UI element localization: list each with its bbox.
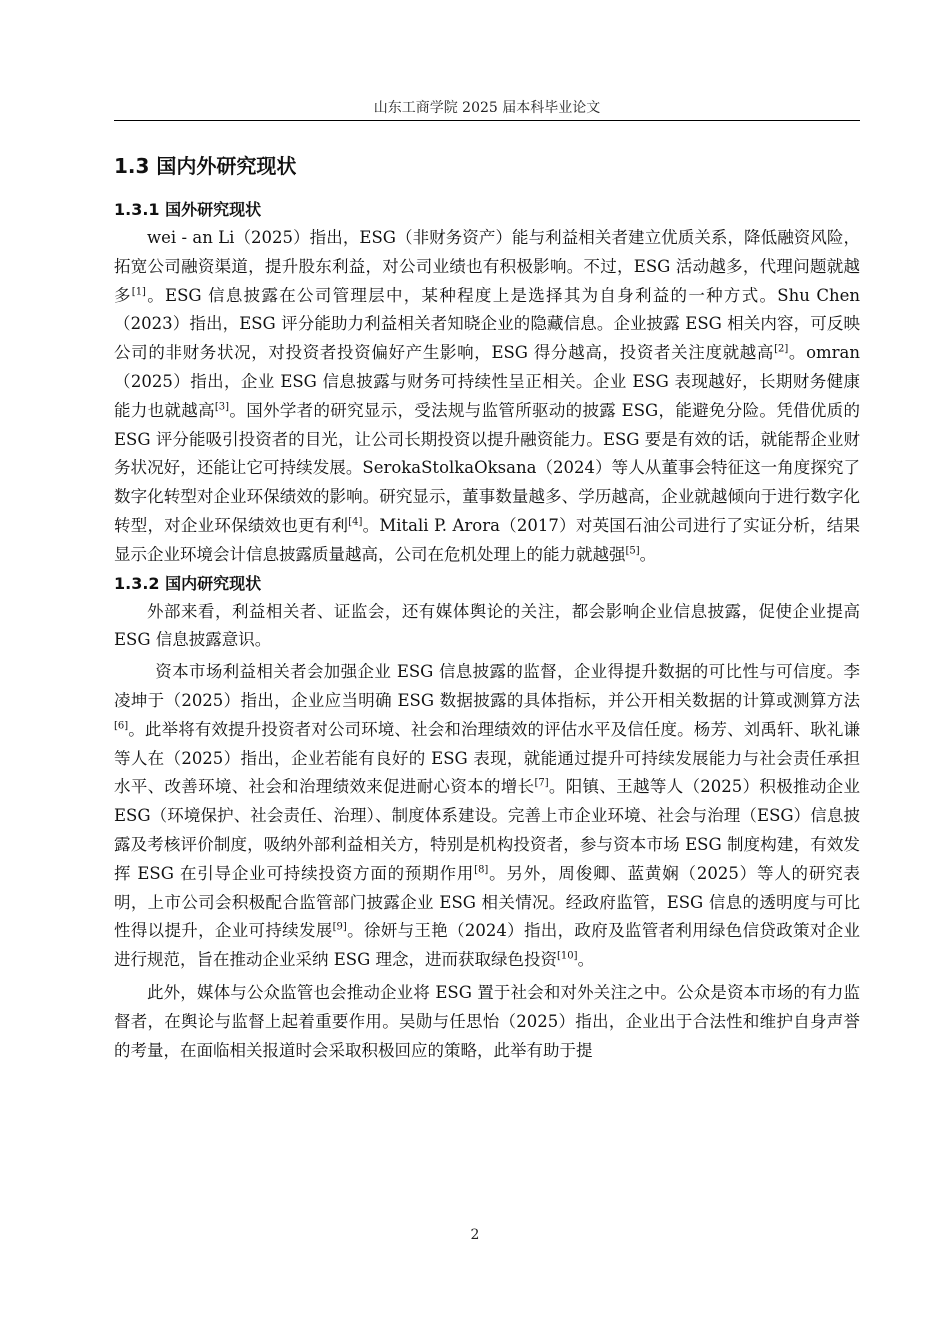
citation-ref: [10]: [557, 950, 578, 962]
text-run: 。国外学者的研究显示，受法规与监管所驱动的披露 ESG，能避免分险。凭借优质的 ESG 评分能吸引投资者的目光，让公司长期投资以提升融资能力。ESG 要是有效的话，就能帮企业财务状况好，还能让它可持续发展。SerokaStolkaOksana（2024）等人从董事会特征这一角度探究了数字化转型对企业环保绩效的影响。研究显示，董事数量越多、学历越高，企业就越倾向于进行数字化转型，对企业环保绩效也更有利: [114, 400, 860, 535]
text-run: 。ESG 信息披露在公司管理层中，某种程度上是选择其为自身利益的一种方式。Shu Chen（2023）指出，ESG 评分能助力利益相关者知晓企业的隐藏信息。企业披露 ESG 相关内容，可反映公司的非财务状况，对投资者投资偏好产生影响，ESG 得分越高，投资者关注度就越高: [114, 285, 861, 363]
paragraph-capital-market: [114, 658, 860, 975]
subsection-heading-foreign: 1.3.1 国外研究现状: [114, 200, 262, 219]
text-run: 。阳镇、王越等人（2025）积极推动企业 ESG（环境保护、社会责任、治理）、制度体系建设。完善上市企业环境、社会与治理（ESG）信息披露及考核评价制度，吸纳外部利益相关方，特别是机构投资者，参与资本市场 ESG 制度构建，有效发挥 ESG 在引导企业可持续投资方面的预期作用: [114, 777, 860, 883]
citation-ref: [2]: [774, 343, 789, 355]
subsection-heading-domestic: 1.3.2 国内研究现状: [114, 573, 262, 593]
citation-ref: [6]: [114, 720, 129, 732]
running-header: 山东工商学院 2025 届本科毕业论文: [373, 100, 601, 116]
paragraph-external-factors: 外部来看，利益相关者、证监会，还有媒体舆论的关注，都会影响企业信息披露，促使企业提高 ESG 信息披露意识。: [114, 601, 860, 650]
paragraph-foreign-research: [114, 224, 860, 570]
page-number: 2: [470, 1227, 480, 1243]
text-run: 。另外，周俊卿、蓝黄娴（2025）等人的研究表明，上市公司会积极配合监管部门披露企业 ESG 相关情况。经政府监管，ESG 信息的透明度与可比性得以提升，企业可持续发展: [114, 863, 860, 941]
text-run: 。徐妍与王艳（2024）指出，政府及监管者利用绿色信贷政策对企业进行规范，旨在推动企业采纳 ESG 理念，进而获取绿色投资: [114, 921, 861, 970]
citation-ref: [1]: [131, 286, 146, 298]
citation-ref: [3]: [214, 401, 230, 413]
text-run: 。Mitali P. Arora（2017）对英国石油公司进行了实证分析，结果显示企业环境会计信息披露质量越高，公司在危机处理上的能力就越强: [114, 515, 861, 564]
text-run: 。omran（2025）指出，企业 ESG 信息披露与财务可持续性呈正相关。企业 ESG 表现越好，长期财务健康能力也就越高: [114, 343, 860, 420]
paragraph-media-public: 此外，媒体与公众监管也会推动企业将 ESG 置于社会和对外关注之中。公众是资本市场的有力监督者，在舆论与监督上起着重要作用。吴勋与任思怡（2025）指出，企业出于合法性和维护自身声誉的考量，在面临相关报道时会采取积极回应的策略，此举有助于提: [114, 982, 860, 1060]
citation-ref: [4]: [348, 516, 363, 528]
citation-ref: [9]: [332, 921, 347, 933]
citation-ref: [8]: [474, 864, 489, 876]
text-run: 。: [639, 544, 657, 564]
section-heading: 1.3 国内外研究现状: [114, 154, 297, 178]
page-content: [114, 148, 860, 1065]
header-rule: [114, 120, 860, 121]
citation-ref: [5]: [625, 545, 640, 557]
text-run: wei - an Li（2025）指出，ESG（非财务资产）能与利益相关者建立优质关系，降低融资风险，拓宽公司融资渠道，提升股东利益，对公司业绩也有积极影响。不过，ESG 活动越多，代理问题就越多: [114, 228, 860, 305]
citation-ref: [7]: [534, 777, 549, 789]
text-run: 资本市场利益相关者会加强企业 ESG 信息披露的监督，企业得提升数据的可比性与可信度。李凌坤于（2025）指出，企业应当明确 ESG 数据披露的具体指标，并公开相关数据的计算或测算方法: [114, 662, 860, 710]
text-run: 。此举将有效提升投资者对公司环境、社会和治理绩效的评估水平及信任度。杨芳、刘禹轩、耿礼谦等人在（2025）指出，企业若能有良好的 ESG 表现，就能通过提升可持续发展能力与社会责任承担水平、改善环境、社会和治理绩效来促进耐心资本的增长: [114, 719, 860, 797]
text-run: 。: [577, 950, 595, 970]
